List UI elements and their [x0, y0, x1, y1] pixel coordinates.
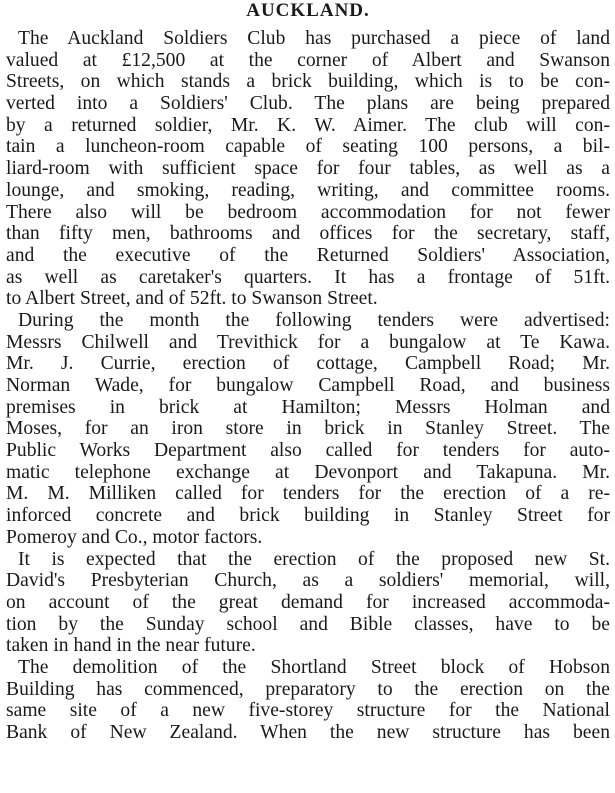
- text-line: The Auckland Soldiers Club has purchased a piece of land: [18, 28, 610, 49]
- text-line: verted into a Soldiers' Club. The plans are being prepared: [6, 93, 610, 115]
- text-line: There also will be bedroom accommodation for not fewer: [6, 201, 610, 223]
- text-line: liard-room with sufficient space for four tables, as well as a: [6, 158, 610, 180]
- text-line: Moses, for an iron store in brick in Stanley Street. The: [6, 418, 610, 440]
- article: [6, 0, 610, 744]
- text-line: same site of a new five-storey structure for the National: [6, 700, 610, 722]
- text-line: valued at £12,500 at the corner of Albert and Swanson: [6, 49, 610, 71]
- text-line: M. M. Milliken called for tenders for the erection of a re-: [6, 483, 610, 505]
- text-line: than fifty men, bathrooms and offices for the secretary, staff,: [6, 223, 610, 245]
- text-line: Bank of New Zealand. When the new structure has been: [6, 722, 610, 743]
- text-line: Pomeroy and Co., motor factors.: [6, 526, 263, 548]
- text-line: During the month the following tenders were advertised:: [18, 309, 610, 331]
- text-line: premises in brick at Hamilton; Messrs Holman and: [6, 396, 610, 418]
- text-line: The demolition of the Shortland Street block of Hobson: [18, 656, 610, 678]
- paragraph-club-purchase: [6, 28, 610, 310]
- article-headline: AUCKLAND.: [246, 0, 370, 21]
- text-line: Public Works Department also called for tenders for auto-: [6, 440, 610, 462]
- text-line: tion by the Sunday school and Bible classes, have to be: [6, 613, 610, 635]
- text-line: by a returned soldier, Mr. K. W. Aimer. The club will con-: [6, 114, 610, 136]
- text-line: and the executive of the Returned Soldiers' Association,: [6, 244, 610, 266]
- text-line: as well as caretaker's quarters. It has a frontage of 51ft.: [6, 266, 610, 288]
- text-line: inforced concrete and brick building in Stanley Street for: [6, 505, 610, 527]
- text-line: Mr. J. Currie, erection of cottage, Campbell Road; Mr.: [6, 353, 610, 375]
- paragraph-church: [6, 549, 610, 657]
- text-line: Streets, on which stands a brick building, which is to be con-: [6, 71, 610, 93]
- text-line: lounge, and smoking, reading, writing, and committee rooms.: [6, 179, 610, 201]
- text-line: It is expected that the erection of the proposed new St.: [18, 548, 610, 570]
- paragraph-demolition: [6, 657, 610, 744]
- text-line: Building has commenced, preparatory to the erection on the: [6, 678, 610, 700]
- paragraph-tenders: [6, 310, 610, 549]
- text-line: to Albert Street, and of 52ft. to Swanson Street.: [6, 288, 378, 310]
- text-line: Messrs Chilwell and Trevithick for a bungalow at Te Kawa.: [6, 331, 610, 353]
- text-line: matic telephone exchange at Devonport and Takapuna. Mr.: [6, 461, 610, 483]
- text-line: David's Presbyterian Church, as a soldiers' memorial, will,: [6, 570, 610, 592]
- text-line: on account of the great demand for increased accommoda-: [6, 591, 610, 613]
- text-line: taken in hand in the near future.: [6, 635, 256, 657]
- text-line: tain a luncheon-room capable of seating 100 persons, a bil-: [6, 136, 610, 158]
- text-line: Norman Wade, for bungalow Campbell Road, and business: [6, 375, 610, 396]
